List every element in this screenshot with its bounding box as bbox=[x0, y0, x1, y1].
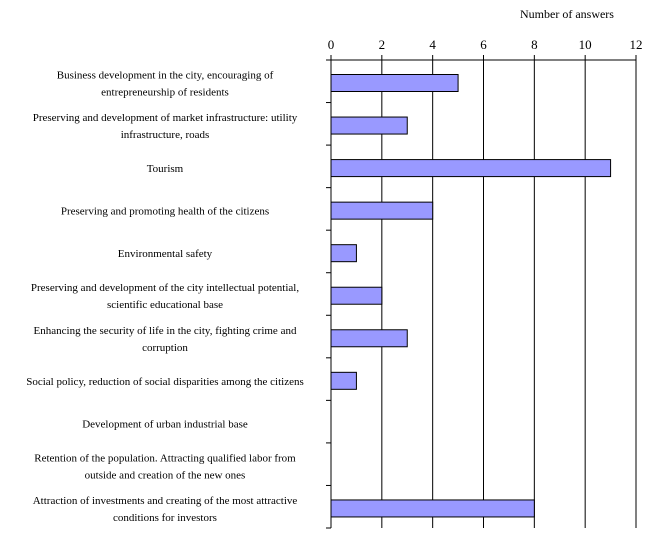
x-tick-label: 8 bbox=[531, 37, 538, 52]
category-label: Enhancing the security of life in the city, fighting crime and bbox=[33, 324, 297, 337]
bar bbox=[331, 75, 458, 92]
category-label: Retention of the population. Attracting qualified labor from bbox=[34, 452, 296, 465]
category-label: Development of urban industrial base bbox=[82, 418, 248, 431]
x-tick-label: 12 bbox=[629, 37, 643, 52]
category-label: Preserving and promoting health of the citizens bbox=[60, 205, 270, 218]
category-labels bbox=[26, 70, 304, 524]
category-label: Business development in the city, encouraging of bbox=[56, 69, 274, 82]
category-label: Attraction of investments and creating of the most attractive bbox=[32, 494, 298, 507]
category-label: Preserving and development of the city intellectual potential, bbox=[30, 282, 300, 295]
category-label: scientific educational base bbox=[106, 299, 224, 312]
bar bbox=[331, 160, 611, 177]
category-label: Preserving and development of market infrastructure: utility bbox=[32, 112, 298, 125]
bars bbox=[331, 75, 611, 517]
category-label: infrastructure, roads bbox=[120, 129, 210, 142]
category-label: entrepreneurship of residents bbox=[101, 86, 229, 99]
category-label: Social policy, reduction of social disparities among the citizens bbox=[26, 375, 304, 388]
bar bbox=[331, 117, 407, 134]
x-tick-label: 10 bbox=[578, 37, 592, 52]
category-label: outside and creation of the new ones bbox=[84, 469, 246, 482]
bar bbox=[331, 287, 382, 304]
bar bbox=[331, 372, 356, 389]
category-label: Tourism bbox=[146, 163, 184, 176]
bar bbox=[331, 330, 407, 347]
axes bbox=[326, 37, 643, 528]
x-tick-label: 6 bbox=[480, 37, 487, 52]
x-tick-label: 0 bbox=[327, 37, 335, 52]
category-label: corruption bbox=[142, 341, 188, 354]
category-label: conditions for investors bbox=[113, 511, 217, 524]
category-label: Environmental safety bbox=[117, 248, 213, 261]
grid-lines bbox=[382, 60, 636, 528]
x-tick-label: 4 bbox=[429, 37, 436, 52]
bar bbox=[331, 500, 534, 517]
x-tick-label: 2 bbox=[378, 37, 386, 52]
bar bbox=[331, 245, 356, 262]
x-axis-title: Number of answers bbox=[520, 7, 614, 21]
bar bbox=[331, 202, 433, 219]
